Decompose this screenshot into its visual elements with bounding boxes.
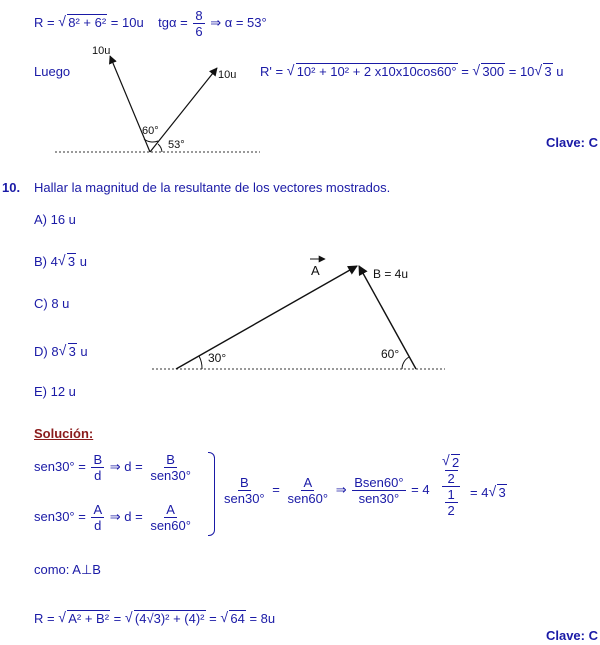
r-sqrt: √ 8² + 6² — [58, 13, 107, 33]
solution-title: Solución: — [34, 426, 94, 441]
vector-a — [176, 266, 357, 369]
vector-10u-left — [110, 56, 150, 152]
problem-number: 10. — [2, 180, 21, 195]
solution-right-derivation: $\frac{B}{\text{sen30°}}$ = $\frac{A}{\text{sen60°}}$ ⇒ $\frac{\text{Bsen60°}}{\text{sen30°}}$ = 4 — [224, 475, 430, 506]
option-c: C) 8 u — [34, 296, 70, 311]
vector-a-label: A — [311, 263, 320, 278]
angle-60-label: 60° — [381, 347, 400, 361]
final-formula: R = √ A² + B² = √ (4√3)² + (4)² = √ 64 = 8u — [34, 610, 275, 628]
luego-label: Luego — [34, 64, 71, 79]
angle-30-label: 30° — [208, 351, 227, 365]
option-b: B) 4√ 3 u — [34, 254, 87, 269]
como-line: como: A⊥B — [34, 562, 101, 577]
angle-arc-60-right — [402, 357, 409, 369]
vector-b-label: B = 4u — [373, 267, 409, 281]
solution-line-1: sen30° = $\frac{B}{d}$ ⇒ d = $\frac{B}{\text{sen30°}}$ — [34, 452, 191, 483]
luego-vector-diagram — [50, 42, 265, 157]
problem-statement: Hallar la magnitud de la resultante de los vectores mostrados. — [34, 180, 391, 195]
option-d: D) 8√ 3 u — [34, 344, 88, 359]
r-prime-formula: R' = √ 10² + 10² + 2 x10x10cos60° = √ 300 = 10√ 3 u — [260, 62, 564, 82]
option-a: A) 16 u — [34, 212, 76, 227]
r-result: = 10u — [110, 14, 144, 30]
solution-line-2: sen30° = $\frac{A}{d}$ ⇒ d = $\frac{A}{\text{sen60°}}$ — [34, 502, 191, 533]
vec2-label: 10u — [218, 69, 237, 81]
vec1-label: 10u — [92, 45, 111, 57]
option-e: E) 12 u — [34, 384, 76, 399]
problem-vector-figure — [150, 250, 450, 375]
angle2-label: 53° — [168, 139, 185, 151]
nested-result: = 4√ 3 — [470, 485, 507, 500]
tg-result: ⇒ α = 53° — [210, 14, 267, 30]
angle-arc-30 — [199, 356, 202, 369]
r-prefix: R = — [34, 14, 55, 30]
angle-arc-53 — [158, 144, 162, 152]
angle1-label: 60° — [142, 125, 159, 137]
nested-fraction: √ 2 2 1 2 — [442, 455, 460, 518]
system-brace — [208, 452, 215, 536]
tg-label: tgα = — [158, 14, 188, 30]
clave-1: Clave: C — [545, 135, 598, 150]
top-formula — [34, 8, 267, 39]
clave-2: Clave: C — [545, 628, 598, 643]
tg-fraction: $\frac{8}{6}$ — [195, 8, 203, 39]
